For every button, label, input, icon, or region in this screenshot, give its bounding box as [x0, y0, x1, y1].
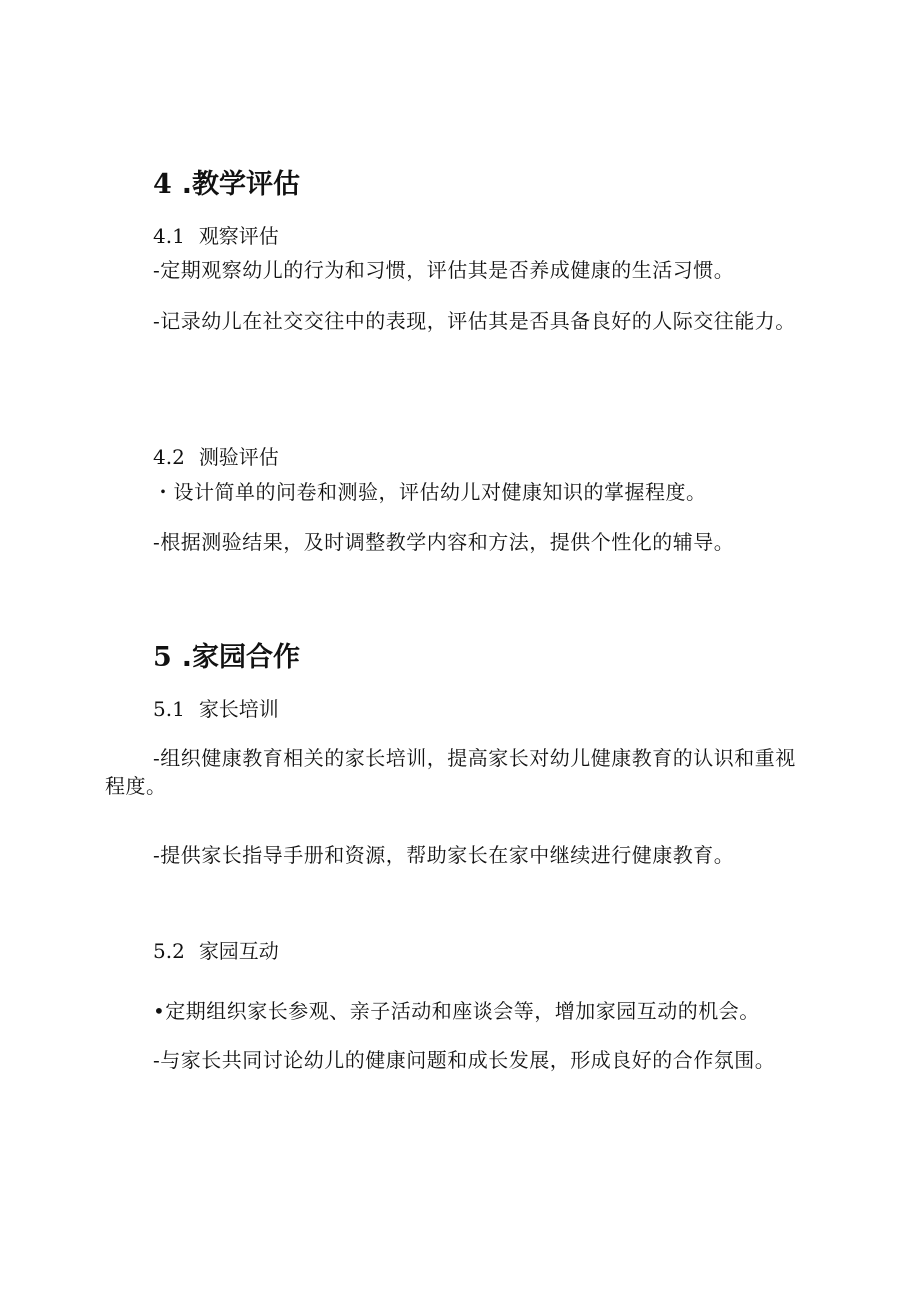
section-number: 4: [153, 169, 172, 200]
subsection-number: 5.2: [153, 939, 185, 963]
paragraph: -提供家长指导手册和资源，帮助家长在家中继续进行健康教育。: [153, 843, 735, 867]
section-number: 5: [153, 642, 172, 673]
section-heading-4: [153, 167, 300, 203]
subsection-title: 测验评估: [198, 445, 279, 469]
subsection-number: 4.2: [153, 445, 185, 469]
section-heading-5: [153, 640, 300, 676]
subsection-heading-4-1: [153, 222, 279, 250]
paragraph: -与家长共同讨论幼儿的健康问题和成长发展，形成良好的合作氛围。: [153, 1048, 776, 1072]
subsection-heading-5-1: [153, 695, 279, 723]
subsection-heading-5-2: [153, 937, 279, 965]
section-title: .教学评估: [181, 169, 301, 200]
subsection-title: 观察评估: [198, 224, 279, 248]
subsection-title: 家园互动: [198, 939, 279, 963]
paragraph: -根据测验结果，及时调整教学内容和方法，提供个性化的辅导。: [153, 530, 735, 554]
paragraph: •定期组织家长参观、亲子活动和座谈会等，增加家园互动的机会。: [153, 999, 760, 1023]
paragraph: -组织健康教育相关的家长培训，提高家长对幼儿健康教育的认识和重视程度。: [105, 746, 796, 798]
section-title: .家园合作: [181, 642, 301, 673]
subsection-title: 家长培训: [198, 697, 279, 721]
paragraph: -定期观察幼儿的行为和习惯，评估其是否养成健康的生活习惯。: [153, 258, 735, 282]
subsection-number: 5.1: [153, 697, 185, 721]
subsection-heading-4-2: [153, 443, 279, 471]
paragraph: ・设计简单的问卷和测验，评估幼儿对健康知识的掌握程度。: [153, 480, 707, 504]
paragraph: -记录幼儿在社交交往中的表现，评估其是否具备良好的人际交往能力。: [153, 309, 796, 333]
subsection-number: 4.1: [153, 224, 185, 248]
